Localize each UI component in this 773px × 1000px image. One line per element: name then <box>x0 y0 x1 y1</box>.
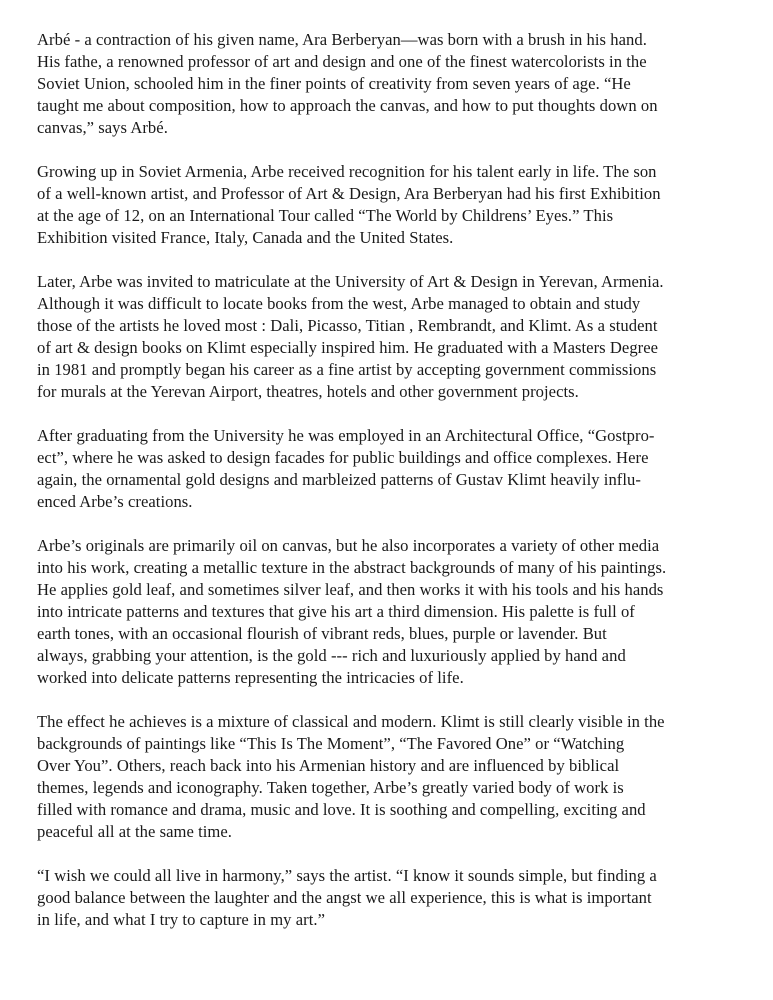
text-line: in 1981 and promptly began his career as a fine artist by accepting government commissions <box>37 360 657 379</box>
text-line: Although it was difficult to locate books from the west, Arbe managed to obtain and study <box>37 294 641 313</box>
text-line: good balance between the laughter and the angst we all experience, this is what is important <box>37 888 652 907</box>
text-line: of a well-known artist, and Professor of Art & Design, Ara Berberyan had his first Exhibition <box>37 184 661 203</box>
text-line: of art & design books on Klimt especially inspired him. He graduated with a Masters Degree <box>37 338 659 357</box>
paragraph-early-life <box>37 29 755 139</box>
paragraph-quote <box>37 865 755 931</box>
document-body <box>37 29 755 953</box>
paragraph-recognition <box>37 161 755 249</box>
text-line: Exhibition visited France, Italy, Canada and the United States. <box>37 228 454 247</box>
text-line: earth tones, with an occasional flourish of vibrant reds, blues, purple or lavender. But <box>37 624 607 643</box>
text-line: in life, and what I try to capture in my art.” <box>37 910 325 929</box>
text-line: filled with romance and drama, music and love. It is soothing and compelling, exciting and <box>37 800 646 819</box>
text-line: His fathe, a renowned professor of art and design and one of the finest watercolorists in the <box>37 52 647 71</box>
text-line: again, the ornamental gold designs and marbleized patterns of Gustav Klimt heavily influ- <box>37 470 641 489</box>
text-line: worked into delicate patterns representing the intricacies of life. <box>37 668 464 687</box>
paragraph-style <box>37 711 755 843</box>
paragraph-education <box>37 271 755 403</box>
text-line: Arbé - a contraction of his given name, Ara Berberyan—was born with a brush in his hand. <box>37 30 647 49</box>
text-line: themes, legends and iconography. Taken together, Arbe’s greatly varied body of work is <box>37 778 624 797</box>
text-line: “I wish we could all live in harmony,” says the artist. “I know it sounds simple, but finding a <box>37 866 657 885</box>
text-line: backgrounds of paintings like “This Is The Moment”, “The Favored One” or “Watching <box>37 734 625 753</box>
text-line: enced Arbe’s creations. <box>37 492 193 511</box>
text-line: Arbe’s originals are primarily oil on canvas, but he also incorporates a variety of other media <box>37 536 660 555</box>
text-line: He applies gold leaf, and sometimes silver leaf, and then works it with his tools and his hands <box>37 580 664 599</box>
text-line: Soviet Union, schooled him in the finer points of creativity from seven years of age. “He <box>37 74 631 93</box>
text-line: After graduating from the University he was employed in an Architectural Office, “Gostpro- <box>37 426 655 445</box>
text-line: taught me about composition, how to approach the canvas, and how to put thoughts down on <box>37 96 658 115</box>
text-line: peaceful all at the same time. <box>37 822 233 841</box>
text-line: The effect he achieves is a mixture of classical and modern. Klimt is still clearly visible in the <box>37 712 665 731</box>
text-line: canvas,” says Arbé. <box>37 118 168 137</box>
text-line: those of the artists he loved most : Dali, Picasso, Titian , Rembrandt, and Klimt. As a student <box>37 316 658 335</box>
text-line: at the age of 12, on an International Tour called “The World by Childrens’ Eyes.” This <box>37 206 614 225</box>
text-line: Over You”. Others, reach back into his Armenian history and are influenced by biblical <box>37 756 620 775</box>
text-line: ect”, where he was asked to design facades for public buildings and office complexes. Here <box>37 448 649 467</box>
paragraph-architecture <box>37 425 755 513</box>
text-line: for murals at the Yerevan Airport, theatres, hotels and other government projects. <box>37 382 579 401</box>
text-line: into his work, creating a metallic texture in the abstract backgrounds of many of his paintings. <box>37 558 667 577</box>
text-line: Growing up in Soviet Armenia, Arbe received recognition for his talent early in life. The son <box>37 162 657 181</box>
text-line: always, grabbing your attention, is the gold --- rich and luxuriously applied by hand and <box>37 646 626 665</box>
text-line: Later, Arbe was invited to matriculate at the University of Art & Design in Yerevan, Armenia. <box>37 272 664 291</box>
text-line: into intricate patterns and textures that give his art a third dimension. His palette is full of <box>37 602 635 621</box>
paragraph-technique <box>37 535 755 689</box>
